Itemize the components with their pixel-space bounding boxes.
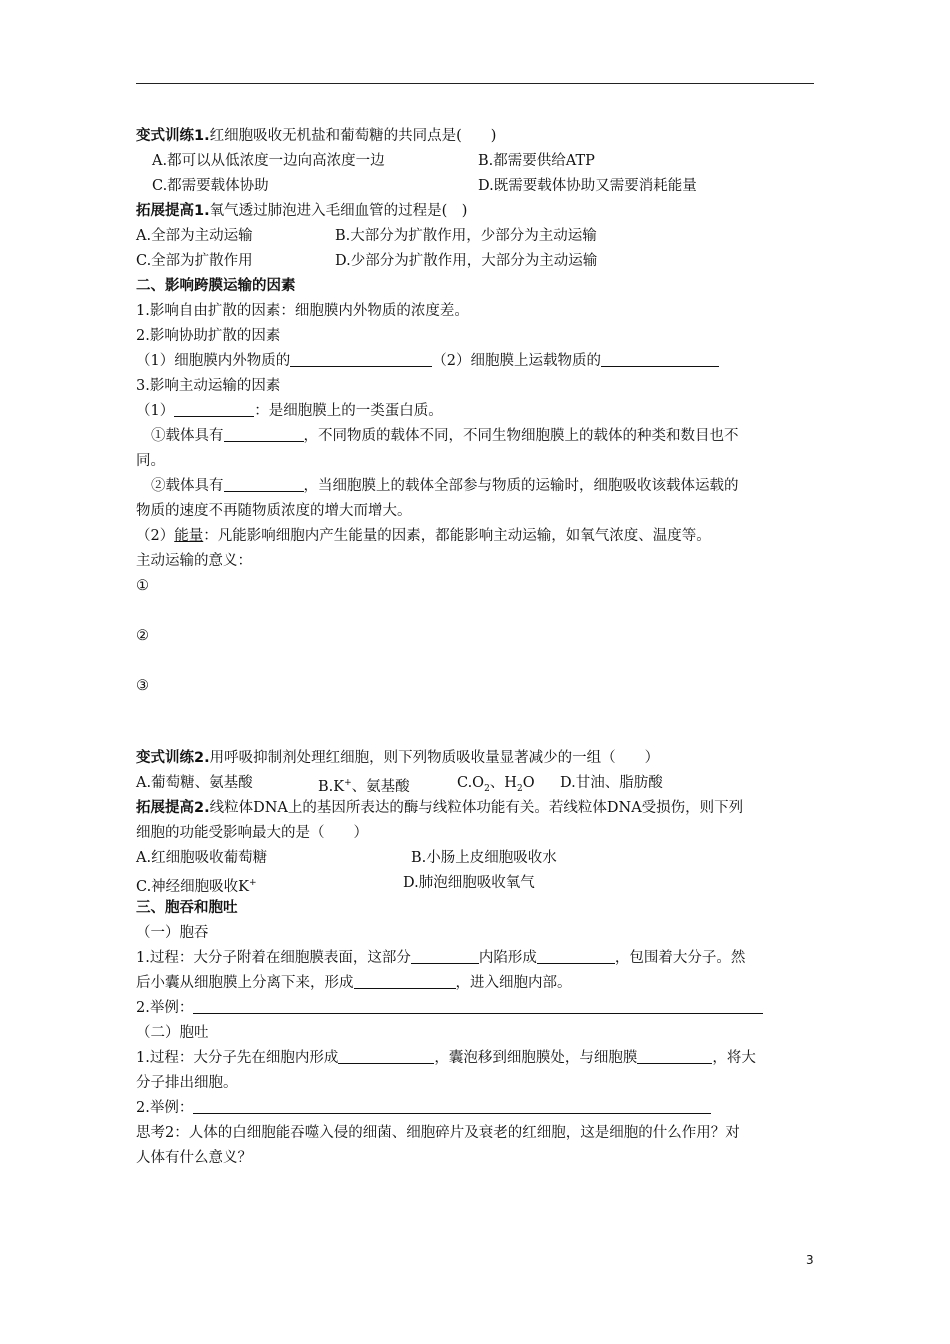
text: ，包围着大分子。然	[614, 950, 746, 966]
paragraph: 主动运输的意义：	[136, 553, 252, 569]
text: ：是细胞膜上的一类蛋白质。	[254, 403, 443, 419]
paragraph: 人体有什么意义？	[136, 1150, 252, 1166]
question-extension-2	[136, 798, 743, 818]
subsection-title: （一）胞吞	[136, 925, 209, 941]
answer-blank	[537, 949, 615, 964]
fill-in-line	[136, 1048, 756, 1068]
page-number: 3	[806, 1253, 814, 1267]
text: （1）细胞膜内外物质的	[136, 353, 291, 369]
paragraph: 物质的速度不再随物质浓度的增大而增大。	[136, 503, 412, 519]
answer-blank	[354, 974, 456, 989]
text: ，当细胞膜上的载体全部参与物质的运输时，细胞吸收该载体运载的	[303, 478, 739, 494]
answer-blank	[338, 1049, 434, 1064]
text: 1.过程：大分子先在细胞内形成	[136, 1050, 339, 1066]
answer-blank	[174, 402, 254, 417]
subsection-title: （二）胞吐	[136, 1025, 209, 1041]
question-text: 红细胞吸收无机盐和葡萄糖的共同点是( )	[209, 128, 497, 144]
option-c	[136, 873, 257, 897]
text: 、H	[489, 775, 517, 791]
text: ②	[151, 478, 166, 494]
text: （2）细胞膜上运载物质的	[432, 353, 601, 369]
option-c: C.都需要载体协助	[152, 178, 269, 194]
option-a: A.红细胞吸收葡萄糖	[136, 850, 268, 866]
option-a: A.葡萄糖、氨基酸	[136, 775, 253, 791]
text: （1）	[136, 403, 175, 419]
question-variant-2	[136, 748, 659, 768]
option-d: D.少部分为扩散作用，大部分为主动运输	[335, 253, 598, 269]
subscript: 2	[516, 783, 523, 794]
option-d: D.甘油、脂肪酸	[560, 775, 663, 791]
section-title: 二、影响跨膜运输的因素	[136, 278, 296, 294]
fill-in-line	[136, 401, 443, 421]
option-b: B.小肠上皮细胞吸收水	[411, 850, 557, 866]
text: 2.举例：	[136, 1000, 194, 1016]
fill-in-line	[151, 476, 739, 496]
question-text: 用呼吸抑制剂处理红细胞，则下列物质吸收量显著减少的一组（ ）	[209, 750, 660, 766]
text: 后小囊从细胞膜上分离下来，形成	[136, 975, 354, 991]
paragraph: 思考2：人体的白细胞能吞噬入侵的细菌、细胞碎片及衰老的红细胞，这是细胞的什么作用？对	[136, 1125, 740, 1141]
text: 载体具有	[165, 478, 224, 494]
header-rule	[136, 83, 814, 84]
list-marker: ①	[136, 578, 149, 594]
text: O	[522, 775, 535, 791]
question-label: 变式训练1.	[136, 128, 210, 144]
question-text-continued: 细胞的功能受影响最大的是（ ）	[136, 825, 368, 841]
text: 、氨基酸	[351, 778, 410, 795]
answer-blank	[193, 999, 763, 1014]
text: C.神经细胞吸收K	[136, 878, 250, 895]
option-d: D.既需要载体协助又需要消耗能量	[478, 178, 697, 194]
answer-blank	[411, 949, 479, 964]
superscript: +	[344, 778, 352, 788]
fill-in-line	[136, 948, 745, 968]
fill-in-line	[136, 351, 719, 371]
answer-blank	[193, 1099, 711, 1114]
fill-in-line	[136, 973, 572, 993]
option-b	[318, 773, 410, 797]
paragraph: 2.影响协助扩散的因素	[136, 328, 281, 344]
option-b: B.大部分为扩散作用，少部分为主动运输	[335, 228, 597, 244]
question-label: 变式训练2.	[136, 750, 210, 766]
subscript: 2	[484, 783, 490, 794]
question-text: 线粒体DNA上的基因所表达的酶与线粒体功能有关。若线粒体DNA受损伤，则下列	[209, 800, 744, 816]
text: ①载体具有	[151, 428, 224, 444]
question-variant-1	[136, 126, 496, 146]
text: ，进入细胞内部。	[455, 975, 572, 991]
text: ，囊泡移到细胞膜处，与细胞膜	[434, 1050, 638, 1066]
list-marker: ③	[136, 678, 149, 694]
text: 内陷形成	[478, 950, 537, 966]
answer-blank	[290, 352, 432, 367]
answer-blank	[224, 427, 304, 442]
paragraph: 分子排出细胞。	[136, 1075, 238, 1091]
fill-in-line	[151, 426, 739, 446]
superscript: +	[249, 878, 257, 888]
option-d: D.肺泡细胞吸收氧气	[403, 875, 535, 891]
question-text: 氧气透过肺泡进入毛细血管的过程是( )	[209, 203, 468, 219]
question-extension-1	[136, 201, 467, 221]
paragraph: 同。	[136, 453, 165, 469]
answer-blank	[224, 477, 304, 492]
fill-in-line	[136, 1098, 711, 1118]
text: 2.举例：	[136, 1100, 194, 1116]
option-a: A.全部为主动运输	[136, 228, 253, 244]
underlined-term: 能量	[174, 528, 204, 544]
text: C.O	[457, 775, 485, 791]
text: ，将大	[712, 1050, 756, 1066]
answer-blank	[601, 352, 719, 367]
question-label: 拓展提高1.	[136, 203, 210, 219]
question-label: 拓展提高2.	[136, 800, 210, 816]
list-marker: ②	[136, 628, 149, 644]
option-c: C.全部为扩散作用	[136, 253, 253, 269]
text: ：凡能影响细胞内产生能量的因素，都能影响主动运输，如氧气浓度、温度等。	[203, 528, 711, 544]
section-title: 三、胞吞和胞吐	[136, 900, 238, 916]
paragraph: 3.影响主动运输的因素	[136, 378, 281, 394]
paragraph-energy	[136, 526, 711, 546]
text: 1.过程：大分子附着在细胞膜表面，这部分	[136, 950, 411, 966]
text: （2）	[136, 528, 175, 544]
option-c	[457, 773, 535, 799]
option-b: B.都需要供给ATP	[478, 153, 595, 169]
option-a: A.都可以从低浓度一边向高浓度一边	[152, 153, 385, 169]
fill-in-line	[136, 998, 763, 1018]
text: B.K	[318, 778, 345, 795]
answer-blank	[637, 1049, 712, 1064]
paragraph: 1.影响自由扩散的因素：细胞膜内外物质的浓度差。	[136, 303, 469, 319]
text: ，不同物质的载体不同，不同生物细胞膜上的载体的种类和数目也不	[303, 428, 739, 444]
